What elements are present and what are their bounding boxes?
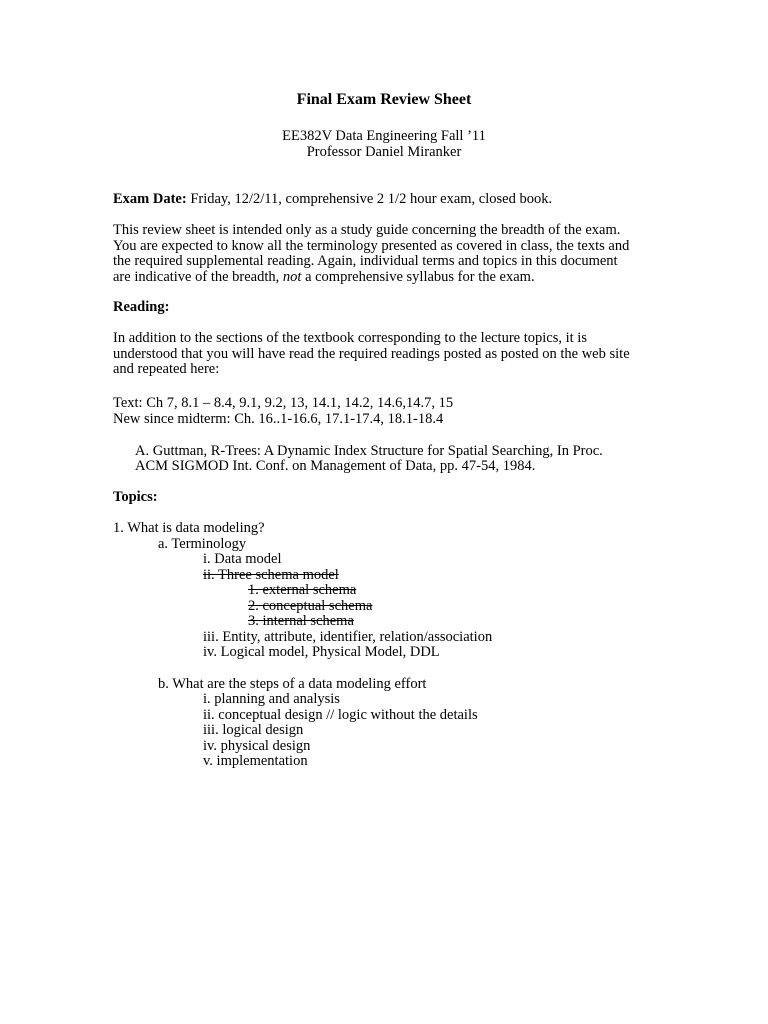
intro-line-4-end: a comprehensive syllabus for the exam.	[301, 269, 535, 285]
intro-line-4	[113, 269, 535, 285]
topic-1b-v: v. implementation	[203, 753, 308, 769]
intro-line-4-start: are indicative of the breadth,	[113, 269, 283, 285]
reference-line-2: ACM SIGMOD Int. Conf. on Management of Data, pp. 47-54, 1984.	[135, 458, 536, 474]
intro-line-3: the required supplemental reading. Again, individual terms and topics in this document	[113, 253, 618, 269]
topic-1b: b. What are the steps of a data modeling effort	[158, 676, 427, 692]
topic-1b-ii: ii. conceptual design // logic without the details	[203, 707, 478, 723]
topic-1a-ii-1: 1. external schema	[248, 582, 357, 598]
topic-1a-i: i. Data model	[203, 551, 282, 567]
topic-1a: a. Terminology	[158, 536, 247, 552]
topic-1: 1. What is data modeling?	[113, 520, 265, 536]
topic-1a-iii: iii. Entity, attribute, identifier, relation/association	[203, 629, 493, 645]
topic-1a-ii: ii. Three schema model	[203, 567, 339, 583]
page-title: Final Exam Review Sheet	[296, 91, 472, 108]
topic-1a-ii-3: 3. internal schema	[248, 613, 354, 629]
intro-line-2: You are expected to know all the terminology presented as covered in class, the texts and	[113, 238, 630, 254]
reference-line-1: A. Guttman, R-Trees: A Dynamic Index Structure for Spatial Searching, In Proc.	[135, 443, 603, 459]
text-chapters-line: Text: Ch 7, 8.1 – 8.4, 9.1, 9.2, 13, 14.1, 14.2, 14.6,14.7, 15	[113, 395, 454, 411]
reading-line-3: and repeated here:	[113, 361, 220, 377]
exam-date-line	[113, 191, 552, 207]
topic-1b-iii: iii. logical design	[203, 722, 304, 738]
topic-1a-ii-2: 2. conceptual schema	[248, 598, 373, 614]
topic-1a-iv: iv. Logical model, Physical Model, DDL	[203, 644, 440, 660]
professor-line: Professor Daniel Miranker	[306, 144, 462, 160]
topic-1b-i: i. planning and analysis	[203, 691, 340, 707]
reading-heading: Reading:	[113, 299, 170, 315]
course-line: EE382V Data Engineering Fall ’11	[282, 128, 486, 144]
reading-line-1: In addition to the sections of the textbook corresponding to the lecture topics, it is	[113, 330, 587, 346]
intro-line-4-italic: not	[282, 269, 302, 285]
topic-1b-iv: iv. physical design	[203, 738, 311, 754]
intro-line-1: This review sheet is intended only as a study guide concerning the breadth of the exam.	[113, 222, 621, 238]
exam-date-label: Exam Date:	[113, 191, 187, 207]
exam-date-text: Friday, 12/2/11, comprehensive 2 1/2 hour exam, closed book.	[186, 191, 553, 207]
topics-heading: Topics:	[113, 489, 158, 505]
reading-line-2: understood that you will have read the required readings posted as posted on the web site	[113, 346, 630, 362]
new-since-midterm-line: New since midterm: Ch. 16..1-16.6, 17.1-17.4, 18.1-18.4	[113, 411, 444, 427]
